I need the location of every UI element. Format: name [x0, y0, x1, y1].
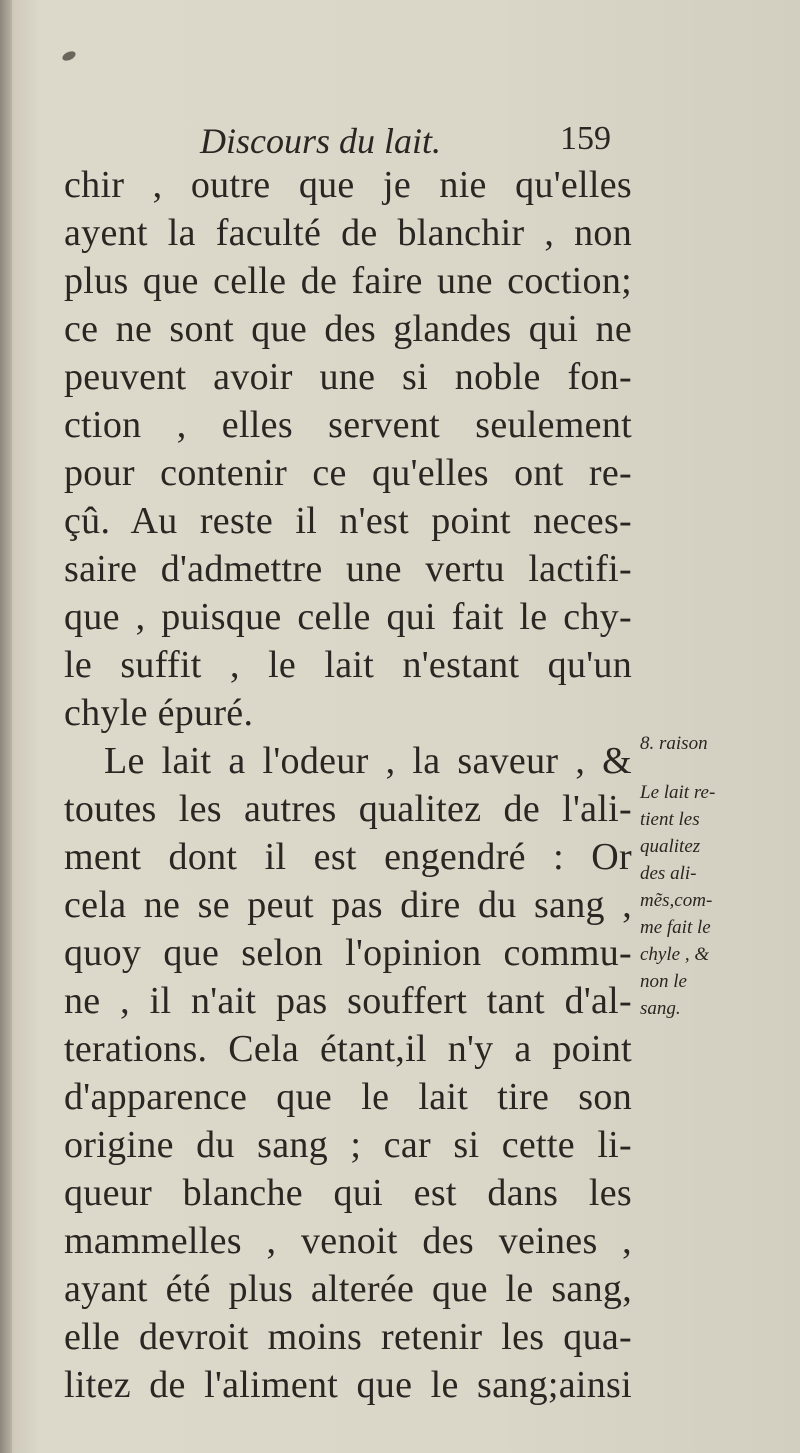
body-line: plus que celle de faire une coction;	[64, 260, 632, 302]
body-line: çû. Au reste il n'est point neces-	[64, 500, 632, 542]
running-title: Discours du lait.	[200, 121, 442, 161]
body-line: chir , outre que je nie qu'elles	[64, 164, 632, 206]
body-line: mammelles , venoit des veines ,	[64, 1220, 632, 1262]
body-line: le suffit , le lait n'estant qu'un	[64, 644, 632, 686]
margin-note-line: qualitez	[640, 836, 701, 857]
body-line: origine du sang ; car si cette li-	[64, 1124, 632, 1166]
body-line: ment dont il est engendré : Or	[64, 836, 632, 878]
margin-note	[640, 730, 790, 1022]
margin-note-line: mẽs,com-	[640, 890, 713, 911]
body-line: peuvent avoir une si noble fon-	[64, 356, 632, 398]
body-line: toutes les autres qualitez de l'ali-	[64, 788, 632, 830]
body-line: saire d'admettre une vertu lactifi-	[64, 548, 632, 590]
margin-note-line: des ali-	[640, 863, 697, 884]
margin-note-line: chyle , &	[640, 944, 710, 965]
margin-note-line: tient les	[640, 809, 700, 830]
body-line: terations. Cela étant,il n'y a point	[64, 1028, 632, 1070]
margin-note-line: Le lait re-	[640, 782, 716, 803]
body-line: elle devroit moins retenir les qua-	[64, 1316, 632, 1358]
margin-note-line: 8. raison	[640, 733, 708, 754]
page-number: 159	[560, 120, 611, 157]
body-line: que , puisque celle qui fait le chy-	[64, 596, 632, 638]
body-line: ayent la faculté de blanchir , non	[64, 212, 632, 254]
body-line: pour contenir ce qu'elles ont re-	[64, 452, 632, 494]
body-line: queur blanche qui est dans les	[64, 1172, 632, 1214]
margin-note-line: me fait le	[640, 917, 711, 938]
body-line: ne , il n'ait pas souffert tant d'al-	[64, 980, 632, 1022]
margin-note-line: sang.	[640, 998, 681, 1019]
body-line: ayant été plus alterée que le sang,	[64, 1268, 632, 1310]
paragraph-first-line: Le lait a l'odeur , la saveur , &	[104, 740, 632, 782]
body-line: litez de l'aliment que le sang;ainsi	[64, 1364, 632, 1406]
margin-note-line: non le	[640, 971, 687, 992]
body-line: ction , elles servent seulement	[64, 404, 632, 446]
body-line: cela ne se peut pas dire du sang ,	[64, 884, 632, 926]
body-line: d'apparence que le lait tire son	[64, 1076, 632, 1118]
body-line: quoy que selon l'opinion commu-	[64, 932, 632, 974]
ink-smudge	[61, 49, 77, 62]
body-line: ce ne sont que des glandes qui ne	[64, 308, 632, 350]
page-binding-edge	[0, 0, 12, 1453]
body-line: chyle épuré.	[64, 692, 254, 734]
